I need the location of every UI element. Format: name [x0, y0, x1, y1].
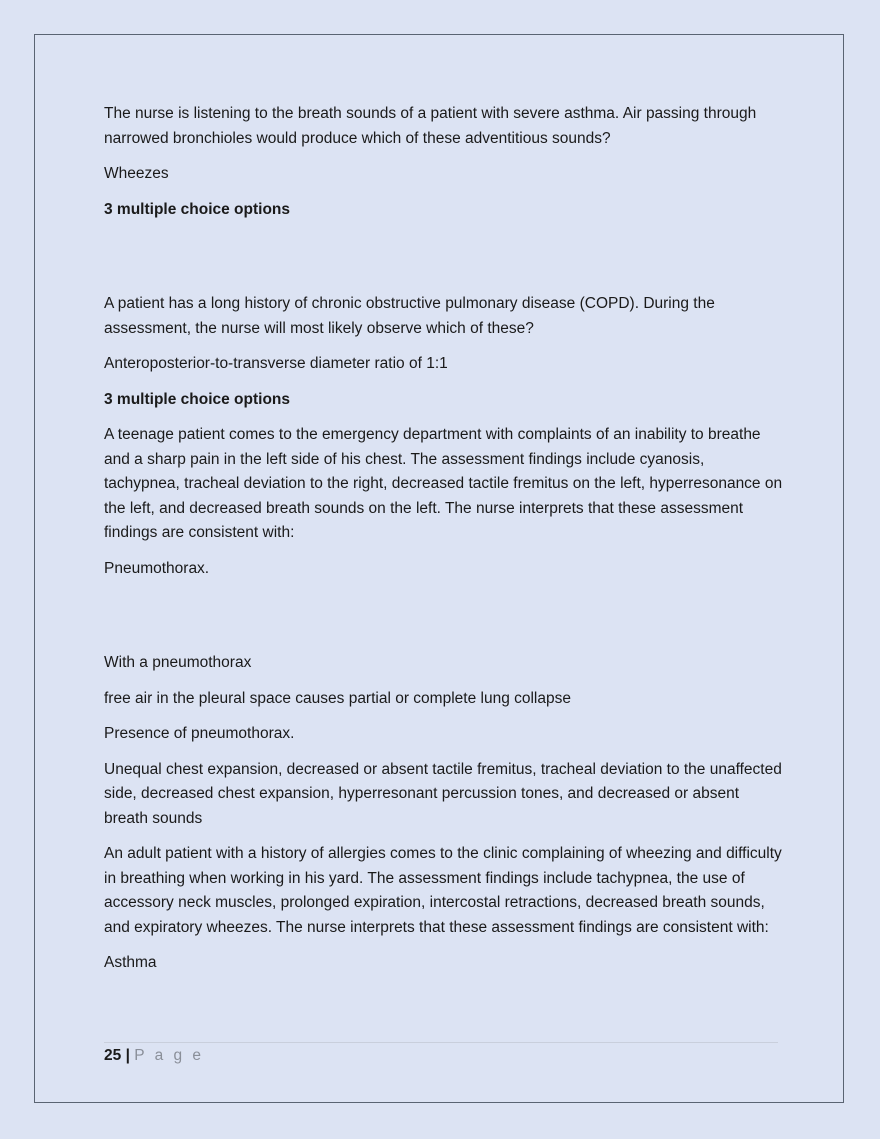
answer-text: Pneumothorax. — [104, 559, 210, 577]
explanation-text: free air in the pleural space causes partial or complete lung collapse — [104, 689, 571, 707]
page-content — [104, 102, 784, 987]
question-text: An adult patient with a history of allergies comes to the clinic complaining of wheezing and difficulty in breathing when working in his yard. The assessment findings include tachypnea, the use of accessory neck muscles, prolonged expiration, intercostal retractions, decreased breath sounds, and expiratory wheezes. The nurse interprets that these assessment findings are consistent with: — [104, 845, 782, 936]
spacer — [104, 592, 784, 651]
page-footer — [104, 1045, 204, 1067]
question-text: A teenage patient comes to the emergency department with complaints of an inability to breathe and a sharp pain in the left side of his chest. The assessment findings include cyanosis, tachypnea, tracheal deviation to the right, decreased tactile fremitus on the left, hyperresonance on the left, and decreased breath sounds on the left. The nurse interprets that these assessment findings are consistent with: — [104, 426, 783, 541]
footer-separator: | — [125, 1047, 130, 1064]
multiple-choice-note: 3 multiple choice options — [104, 200, 291, 218]
explanation-text: Presence of pneumothorax. — [104, 725, 295, 742]
explanation-text: Unequal chest expansion, decreased or absent tactile fremitus, tracheal deviation to the unaffected side, decreased chest expansion, hyperresonant percussion tones, and decreased or absent breath sounds — [104, 760, 782, 827]
page-number: 25 — [104, 1047, 122, 1064]
footer-divider — [104, 1042, 778, 1043]
page-label: P a g e — [134, 1047, 205, 1064]
spacer — [104, 233, 784, 292]
question-text: The nurse is listening to the breath sounds of a patient with severe asthma. Air passing through narrowed bronchioles would produce which of these adventitious sounds? — [104, 105, 757, 147]
explanation-text: With a pneumothorax — [104, 654, 252, 671]
question-text: A patient has a long history of chronic obstructive pulmonary disease (COPD). During the assessment, the nurse will most likely observe which of these? — [104, 295, 715, 337]
answer-text: Anteroposterior-to-transverse diameter ratio of 1:1 — [104, 355, 448, 372]
multiple-choice-note: 3 multiple choice options — [104, 390, 291, 408]
answer-text: Wheezes — [104, 165, 169, 182]
answer-text: Asthma — [104, 954, 157, 971]
